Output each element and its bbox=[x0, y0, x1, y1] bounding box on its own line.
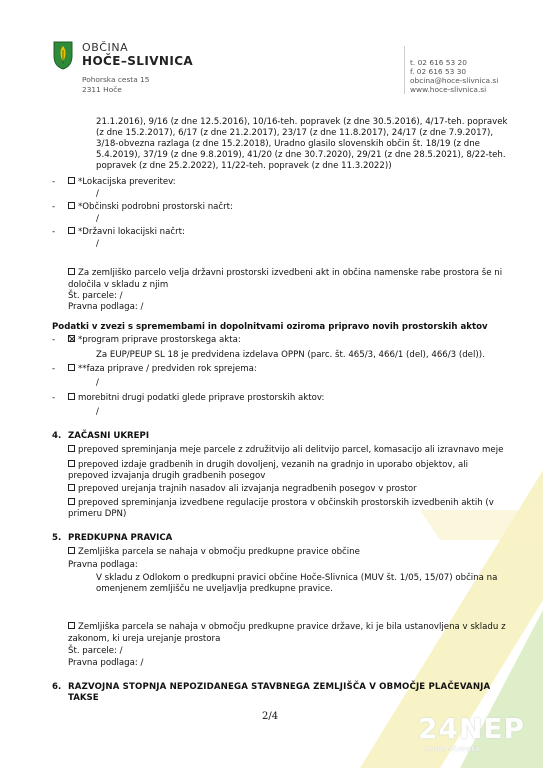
section-5-basis-text: omenjenem zemljišču ne uveljavlja predkupne pravice. bbox=[96, 584, 333, 594]
plan-item-value: / bbox=[96, 189, 99, 199]
section-4-item-cont: primeru DPN) bbox=[68, 509, 127, 519]
intro-line: (z dne 15.2.2017), 6/17 (z dne 21.2.2017), 23/17 (z dne 11.8.2017), 24/17 (z dne 7.9.2017), bbox=[96, 128, 494, 138]
checkbox-empty bbox=[68, 498, 75, 505]
changes-item-label: **faza priprave / predviden rok sprejema: bbox=[78, 364, 257, 374]
checkbox-empty bbox=[68, 202, 75, 209]
section-5-item1 bbox=[68, 547, 360, 558]
checkbox-empty bbox=[68, 268, 75, 275]
address-street: Pohorska cesta 15 bbox=[82, 75, 150, 84]
page-number: 2/4 bbox=[262, 711, 279, 722]
section-4-number: 4. bbox=[52, 431, 62, 441]
state-act-line2: določila v skladu z njim bbox=[68, 280, 169, 290]
header-divider bbox=[404, 46, 405, 94]
changes-item-detail: Za EUP/PEUP SL 18 je predvidena izdelava OPPN (parc. št. 465/3, 466/1 (del), 466/3 (del)). bbox=[96, 350, 485, 360]
section-5-item2 bbox=[68, 622, 506, 633]
section-6-number: 6. bbox=[52, 682, 62, 692]
plan-item-label: *Lokacijska preveritev: bbox=[78, 177, 176, 187]
contact-email[interactable]: obcina@hoce-slivnica.si bbox=[410, 76, 499, 85]
municipality-logo bbox=[52, 40, 74, 70]
section-4-item-text: prepoved spreminjanja meje parcele z združitvijo ali delitvijo parcel, komasacijo ali izravnavo meje bbox=[78, 445, 504, 455]
changes-item-program bbox=[68, 335, 241, 346]
changes-item-value: / bbox=[96, 407, 99, 417]
section-4-title: ZAČASNI UKREPI bbox=[68, 431, 150, 441]
bullet-dash: - bbox=[52, 393, 56, 403]
section-4-item-text: prepoved spreminjanja izvedbene regulacije prostora v občinskih prostorskih izvedbenih aktih (v bbox=[78, 498, 494, 508]
section-4-item bbox=[68, 445, 503, 456]
checkbox-empty bbox=[68, 547, 75, 554]
watermark-sub: nepremičninska bbox=[424, 745, 480, 753]
watermark-brand: 24NEP bbox=[418, 712, 526, 745]
section-5-parcel: Št. parcele: / bbox=[68, 646, 123, 656]
section-4-item bbox=[68, 460, 468, 471]
plan-item-value: / bbox=[96, 214, 99, 224]
section-5-basis-text: V skladu z Odlokom o predkupni pravici občine Hoče-Slivnica (MUV št. 1/05, 15/07) občina na bbox=[96, 573, 498, 583]
bullet-dash: - bbox=[52, 364, 56, 374]
section-5-item2-cont: zakonom, ki ureja urejanje prostora bbox=[68, 634, 221, 644]
state-act-parcel: Št. parcele: / bbox=[68, 291, 123, 301]
plan-item-value: / bbox=[96, 239, 99, 249]
bullet-dash: - bbox=[52, 335, 56, 345]
bullet-dash: - bbox=[52, 227, 56, 237]
org-name-line2: HOČE–SLIVNICA bbox=[82, 54, 194, 68]
section-4-item-text: prepoved urejanja trajnih nasadov ali izvajanja negradbenih posegov v prostor bbox=[78, 484, 417, 494]
checkbox-empty bbox=[68, 484, 75, 491]
bullet-dash: - bbox=[52, 202, 56, 212]
state-act-basis: Pravna podlaga: / bbox=[68, 302, 144, 312]
plan-item-label: *Občinski podrobni prostorski načrt: bbox=[78, 202, 233, 212]
section-5-basis: Pravna podlaga: / bbox=[68, 658, 144, 668]
contact-fax: f. 02 616 53 30 bbox=[410, 67, 467, 76]
section-5-title: PREDKUPNA PRAVICA bbox=[68, 533, 173, 543]
section-4-item-cont: prepoved izvajanja drugih gradbenih posegov bbox=[68, 471, 266, 481]
changes-item-other bbox=[68, 393, 324, 404]
state-act-line1 bbox=[68, 268, 502, 279]
contact-web[interactable]: www.hoce-slivnica.si bbox=[410, 85, 487, 94]
intro-line: 5.4.2019), 37/19 (z dne 9.8.2019), 41/20 (z dne 30.7.2020), 29/21 (z dne 28.5.2021), 8/22-teh. bbox=[96, 150, 506, 160]
section-5-number: 5. bbox=[52, 533, 62, 543]
section-6-title: RAZVOJNA STOPNJA NEPOZIDANEGA STAVBNEGA ZEMLJIŠČA V OBMOČJE PLAČEVANJA bbox=[68, 682, 491, 692]
intro-line: popravek (z dne 25.2.2022), 11/22-teh. popravek (z dne 11.3.2022)) bbox=[96, 161, 392, 171]
checkbox-checked bbox=[68, 335, 75, 342]
section-4-item-text: prepoved izdaje gradbenih in drugih dovoljenj, vezanih na gradnjo in uporabo objektov, ali bbox=[78, 460, 468, 470]
checkbox-empty bbox=[68, 460, 75, 467]
section-4-item bbox=[68, 498, 494, 509]
section-5-item-text: Zemljiška parcela se nahaja v območju predkupne pravice občine bbox=[78, 547, 360, 557]
org-name-line1: OBČINA bbox=[82, 41, 129, 54]
changes-heading: Podatki v zvezi s spremembami in dopolnitvami oziroma pripravo novih prostorskih aktov bbox=[52, 322, 488, 332]
checkbox-empty bbox=[68, 622, 75, 629]
checkbox-empty bbox=[68, 364, 75, 371]
contact-phone: t. 02 616 53 20 bbox=[410, 58, 467, 67]
plan-item-lokacijska bbox=[68, 177, 176, 188]
changes-item-label: morebitni drugi podatki glede priprave prostorskih aktov: bbox=[78, 393, 325, 403]
checkbox-empty bbox=[68, 177, 75, 184]
checkbox-empty bbox=[68, 227, 75, 234]
bullet-dash: - bbox=[52, 177, 56, 187]
state-act-text: Za zemljiško parcelo velja državni prostorski izvedbeni akt in občina namenske rabe prostora še ni bbox=[78, 268, 503, 278]
address-city: 2311 Hoče bbox=[82, 85, 122, 94]
plan-item-opn bbox=[68, 202, 233, 213]
changes-item-label: *program priprave prostorskega akta: bbox=[78, 335, 241, 345]
changes-item-phase bbox=[68, 364, 257, 375]
plan-item-label: *Državni lokacijski načrt: bbox=[78, 227, 185, 237]
checkbox-empty bbox=[68, 445, 75, 452]
section-5-item-text: Zemljiška parcela se nahaja v območju predkupne pravice države, ki je bila ustanovljena v skladu z bbox=[78, 622, 506, 632]
changes-item-value: / bbox=[96, 378, 99, 388]
intro-line: 21.1.2016), 9/16 (z dne 12.5.2016), 10/16-teh. popravek (z dne 30.5.2016), 4/17-teh. popravek bbox=[96, 117, 508, 127]
intro-line: 3/18-obvezna razlaga (z dne 15.2.2018), Uradno glasilo slovenskih občin št. 18/19 (z dne bbox=[96, 139, 480, 149]
section-4-item bbox=[68, 484, 417, 495]
section-5-basis-label: Pravna podlaga: bbox=[68, 560, 138, 570]
section-6-title-cont: TAKSE bbox=[68, 693, 99, 703]
checkbox-empty bbox=[68, 393, 75, 400]
plan-item-dln bbox=[68, 227, 185, 238]
